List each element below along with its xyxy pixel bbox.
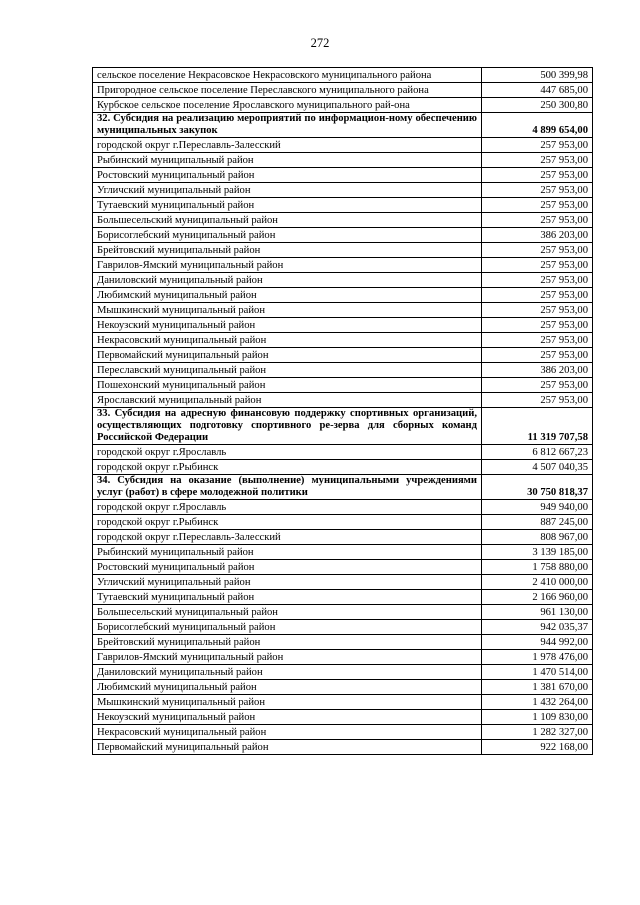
table-row xyxy=(93,460,593,475)
table-row xyxy=(93,288,593,303)
amount-cell: 257 953,00 xyxy=(482,198,593,213)
table-row xyxy=(93,213,593,228)
recipient-name: Рыбинский муниципальный район xyxy=(93,153,482,168)
amount-cell: 257 953,00 xyxy=(482,183,593,198)
recipient-name: Рыбинский муниципальный район xyxy=(93,545,482,560)
recipient-name: Угличский муниципальный район xyxy=(93,575,482,590)
recipient-name: Борисоглебский муниципальный район xyxy=(93,228,482,243)
recipient-name: Большесельский муниципальный район xyxy=(93,213,482,228)
amount-cell: 257 953,00 xyxy=(482,273,593,288)
amount-cell: 942 035,37 xyxy=(482,620,593,635)
amount-cell: 257 953,00 xyxy=(482,348,593,363)
recipient-name: Угличский муниципальный район xyxy=(93,183,482,198)
amount-cell: 1 109 830,00 xyxy=(482,710,593,725)
table-row xyxy=(93,363,593,378)
recipient-name: Тутаевский муниципальный район xyxy=(93,198,482,213)
recipient-name: Некрасовский муниципальный район xyxy=(93,725,482,740)
amount-cell: 257 953,00 xyxy=(482,288,593,303)
amount-cell: 2 166 960,00 xyxy=(482,590,593,605)
table-row xyxy=(93,515,593,530)
recipient-name: Мышкинский муниципальный район xyxy=(93,303,482,318)
amount-cell: 257 953,00 xyxy=(482,168,593,183)
recipient-name: городской округ г.Переславль-Залесский xyxy=(93,138,482,153)
recipient-name: Некрасовский муниципальный район xyxy=(93,333,482,348)
table-row xyxy=(93,153,593,168)
amount-cell: 257 953,00 xyxy=(482,138,593,153)
recipient-name: Любимский муниципальный район xyxy=(93,680,482,695)
recipient-name: 34. Субсидия на оказание (выполнение) муниципальными учреждениями услуг (работ) в сфере молодежной политики xyxy=(93,475,482,500)
recipient-name: Брейтовский муниципальный район xyxy=(93,243,482,258)
table-row xyxy=(93,228,593,243)
amount-cell: 4 899 654,00 xyxy=(482,113,593,138)
amount-cell: 257 953,00 xyxy=(482,393,593,408)
table-row xyxy=(93,258,593,273)
table-row xyxy=(93,318,593,333)
amount-cell: 257 953,00 xyxy=(482,258,593,273)
table-row xyxy=(93,575,593,590)
recipient-name: Брейтовский муниципальный район xyxy=(93,635,482,650)
amount-cell: 257 953,00 xyxy=(482,213,593,228)
amount-cell: 3 139 185,00 xyxy=(482,545,593,560)
recipient-name: городской округ г.Переславль-Залесский xyxy=(93,530,482,545)
amount-cell: 257 953,00 xyxy=(482,333,593,348)
recipient-name: Гаврилов-Ямский муниципальный район xyxy=(93,650,482,665)
section-header-row xyxy=(93,408,593,445)
recipient-name: Мышкинский муниципальный район xyxy=(93,695,482,710)
table-row xyxy=(93,725,593,740)
recipient-name: Первомайский муниципальный район xyxy=(93,740,482,755)
table-row xyxy=(93,168,593,183)
table-row xyxy=(93,393,593,408)
amount-cell: 4 507 040,35 xyxy=(482,460,593,475)
table-row xyxy=(93,333,593,348)
recipient-name: городской округ г.Рыбинск xyxy=(93,460,482,475)
recipient-name: Пошехонский муниципальный район xyxy=(93,378,482,393)
table-row xyxy=(93,68,593,83)
table-row xyxy=(93,545,593,560)
amount-cell: 257 953,00 xyxy=(482,303,593,318)
table-row xyxy=(93,710,593,725)
amount-cell: 944 992,00 xyxy=(482,635,593,650)
table-row xyxy=(93,500,593,515)
recipient-name: 32. Субсидия на реализацию мероприятий по информацион-ному обеспечению муниципальных закупок xyxy=(93,113,482,138)
table-row xyxy=(93,243,593,258)
table-row xyxy=(93,665,593,680)
amount-cell: 1 381 670,00 xyxy=(482,680,593,695)
table-row xyxy=(93,303,593,318)
recipient-name: Переславский муниципальный район xyxy=(93,363,482,378)
amount-cell: 257 953,00 xyxy=(482,318,593,333)
table-row xyxy=(93,695,593,710)
recipient-name: Первомайский муниципальный район xyxy=(93,348,482,363)
table-row xyxy=(93,348,593,363)
table-row xyxy=(93,530,593,545)
table-row xyxy=(93,445,593,460)
section-header-row xyxy=(93,113,593,138)
amount-cell: 887 245,00 xyxy=(482,515,593,530)
amount-cell: 11 319 707,58 xyxy=(482,408,593,445)
recipient-name: Гаврилов-Ямский муниципальный район xyxy=(93,258,482,273)
table-row xyxy=(93,198,593,213)
recipient-name: городской округ г.Рыбинск xyxy=(93,515,482,530)
recipient-name: городской округ г.Ярославль xyxy=(93,445,482,460)
table-row xyxy=(93,740,593,755)
recipient-name: сельское поселение Некрасовское Некрасовского муниципального района xyxy=(93,68,482,83)
amount-cell: 500 399,98 xyxy=(482,68,593,83)
amount-cell: 1 978 476,00 xyxy=(482,650,593,665)
recipient-name: городской округ г.Ярославль xyxy=(93,500,482,515)
recipient-name: Пригородное сельское поселение Переславского муниципального района xyxy=(93,83,482,98)
subsidy-table xyxy=(92,67,593,755)
amount-cell: 808 967,00 xyxy=(482,530,593,545)
amount-cell: 1 432 264,00 xyxy=(482,695,593,710)
recipient-name: 33. Субсидия на адресную финансовую поддержку спортивных организаций, осуществляющих подготовку спортивного ре-зерва для сборных команд Российской Федерации xyxy=(93,408,482,445)
recipient-name: Некоузский муниципальный район xyxy=(93,318,482,333)
amount-cell: 257 953,00 xyxy=(482,378,593,393)
table-row xyxy=(93,620,593,635)
recipient-name: Даниловский муниципальный район xyxy=(93,665,482,680)
section-header-row xyxy=(93,475,593,500)
recipient-name: Ярославский муниципальный район xyxy=(93,393,482,408)
amount-cell: 6 812 667,23 xyxy=(482,445,593,460)
table-row xyxy=(93,605,593,620)
recipient-name: Борисоглебский муниципальный район xyxy=(93,620,482,635)
table-row xyxy=(93,560,593,575)
table-row xyxy=(93,650,593,665)
recipient-name: Ростовский муниципальный район xyxy=(93,168,482,183)
amount-cell: 30 750 818,37 xyxy=(482,475,593,500)
amount-cell: 257 953,00 xyxy=(482,153,593,168)
table-row xyxy=(93,590,593,605)
recipient-name: Любимский муниципальный район xyxy=(93,288,482,303)
recipient-name: Ростовский муниципальный район xyxy=(93,560,482,575)
recipient-name: Большесельский муниципальный район xyxy=(93,605,482,620)
amount-cell: 386 203,00 xyxy=(482,363,593,378)
recipient-name: Некоузский муниципальный район xyxy=(93,710,482,725)
table-row xyxy=(93,98,593,113)
table-row xyxy=(93,635,593,650)
amount-cell: 922 168,00 xyxy=(482,740,593,755)
recipient-name: Даниловский муниципальный район xyxy=(93,273,482,288)
table-row xyxy=(93,138,593,153)
amount-cell: 1 282 327,00 xyxy=(482,725,593,740)
table-row xyxy=(93,378,593,393)
table-row xyxy=(93,83,593,98)
recipient-name: Курбское сельское поселение Ярославского муниципального рай-она xyxy=(93,98,482,113)
amount-cell: 949 940,00 xyxy=(482,500,593,515)
page-number: 272 xyxy=(310,36,330,50)
table-row xyxy=(93,183,593,198)
amount-cell: 961 130,00 xyxy=(482,605,593,620)
table-row xyxy=(93,680,593,695)
amount-cell: 447 685,00 xyxy=(482,83,593,98)
table-row xyxy=(93,273,593,288)
amount-cell: 2 410 000,00 xyxy=(482,575,593,590)
subsidy-table-body xyxy=(93,68,593,755)
amount-cell: 1 758 880,00 xyxy=(482,560,593,575)
amount-cell: 257 953,00 xyxy=(482,243,593,258)
recipient-name: Тутаевский муниципальный район xyxy=(93,590,482,605)
amount-cell: 250 300,80 xyxy=(482,98,593,113)
amount-cell: 1 470 514,00 xyxy=(482,665,593,680)
amount-cell: 386 203,00 xyxy=(482,228,593,243)
